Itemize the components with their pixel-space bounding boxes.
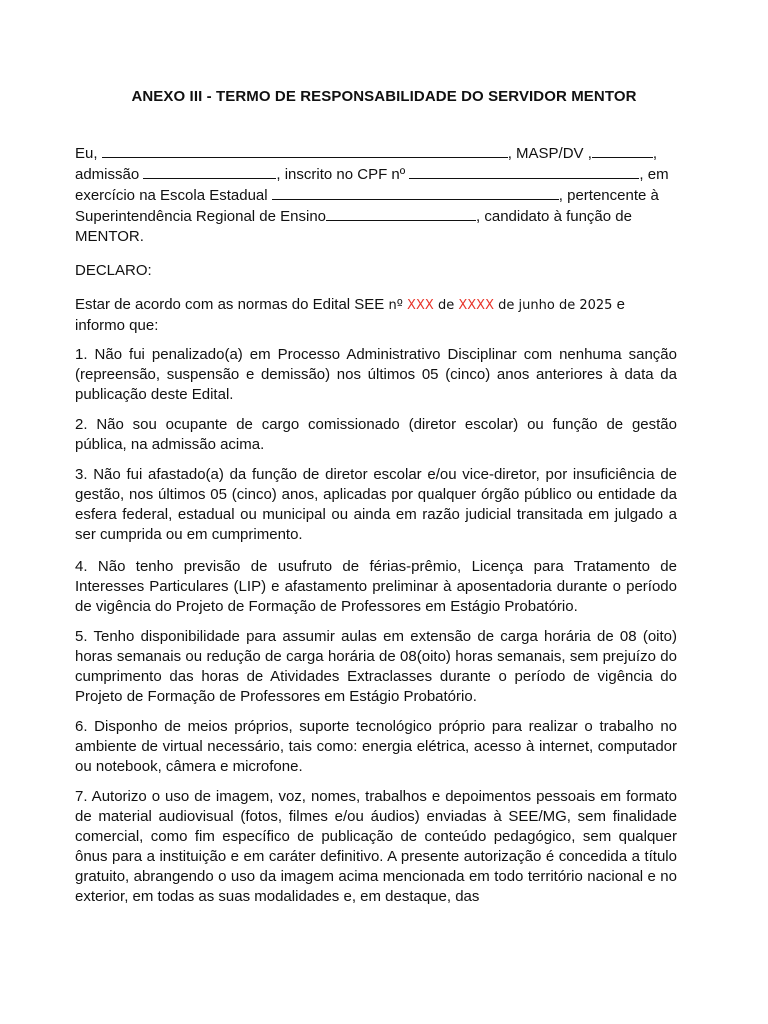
- cpf-blank[interactable]: [409, 164, 639, 179]
- opening-paragraph: [75, 143, 677, 247]
- declaro-heading: DECLARO:: [75, 262, 152, 279]
- numero-label: nº: [388, 298, 403, 313]
- declaration-item-2: 2. Não sou ocupante de cargo comissionado (diretor escolar) ou função de gestão pública, na admissão acima.: [75, 416, 677, 453]
- masp-blank[interactable]: [592, 143, 653, 158]
- pertencente-label: , pertencente à: [558, 187, 659, 204]
- declaration-item-6: 6. Disponho de meios próprios, suporte tecnológico próprio para realizar o trabalho no ambiente de virtual necessário, tais como: energia elétrica, acesso à internet, computador ou notebook, câmera e microfone.: [75, 718, 677, 775]
- admissao-label: admissão: [75, 166, 140, 183]
- document-title: ANEXO III - TERMO DE RESPONSABILIDADE DO SERVIDOR MENTOR: [131, 88, 637, 105]
- declaration-item-4: 4. Não tenho previsão de usufruto de férias-prêmio, Licença para Tratamento de Interesses Particulares (LIP) e afastamento preliminar à aposentadoria durante o período de vigência do Projeto de Formação de Professores em Estágio Probatório.: [75, 558, 677, 615]
- admissao-blank[interactable]: [143, 164, 276, 179]
- edital-number-placeholder: XXX: [407, 298, 434, 313]
- edital-day-placeholder: XXXX: [458, 298, 494, 313]
- masp-label: , MASP/DV ,: [507, 145, 592, 162]
- em-label: , em: [639, 166, 669, 183]
- de-label: de: [437, 298, 455, 313]
- declaration-item-1: 1. Não fui penalizado(a) em Processo Administrativo Disciplinar com nenhuma sanção (repreensão, suspensão e demissão) nos últimos 05 (cinco) anos anteriores à data da publicação deste Edital.: [75, 346, 677, 403]
- declaration-item-5: 5. Tenho disponibilidade para assumir aulas em extensão de carga horária de 08 (oito) horas semanais ou redução de carga horária de 08(oito) horas semanais, sem prejuízo do cumprimento das horas de Atividades Extraclasses durante o período de vigência do Projeto de Formação de Professores em Estágio Probatório.: [75, 628, 677, 705]
- name-blank[interactable]: [102, 143, 508, 158]
- declaration-item-3: 3. Não fui afastado(a) da função de diretor escolar e/ou vice-diretor, por insuficiência de gestão, nos últimos 05 (cinco) anos, aplicadas por qualquer órgão público ou entidade da esfera federal, estadual ou municipal ou ainda em razão judicial transitada em julgado a ser cumprida ou em cumprimento.: [75, 466, 677, 543]
- superintendencia-label: Superintendência Regional de Ensino: [75, 208, 327, 225]
- escola-blank[interactable]: [272, 185, 559, 200]
- edital-prefix: Estar de acordo com as normas do Edital SEE: [75, 296, 385, 313]
- candidato-label: , candidato à função de: [476, 208, 632, 225]
- superintendencia-blank[interactable]: [326, 206, 476, 221]
- informo-label: informo que:: [75, 317, 159, 334]
- mentor-label: MENTOR.: [75, 228, 144, 245]
- edital-paragraph: [75, 295, 677, 336]
- edital-date: de junho de 2025: [498, 298, 613, 313]
- masp-comma: ,: [652, 145, 658, 162]
- exercicio-label: exercício na Escola Estadual: [75, 187, 268, 204]
- e-label: e: [616, 296, 625, 313]
- cpf-label: , inscrito no CPF nº: [276, 166, 406, 183]
- eu-label: Eu,: [75, 145, 98, 162]
- declaration-item-7: 7. Autorizo o uso de imagem, voz, nomes, trabalhos e depoimentos pessoais em formato de material audiovisual (fotos, filmes e/ou áudios) enviadas à SEE/MG, sem finalidade comercial, como fim específico de publicação de conteúdo pedagógico, sem qualquer ônus para a instituição e em caráter definitivo. A presente autorização é concedida a título gratuito, abrangendo o uso da imagem acima mencionada em todo território nacional e no exterior, em todas as suas modalidades e, em destaque, das: [75, 788, 677, 905]
